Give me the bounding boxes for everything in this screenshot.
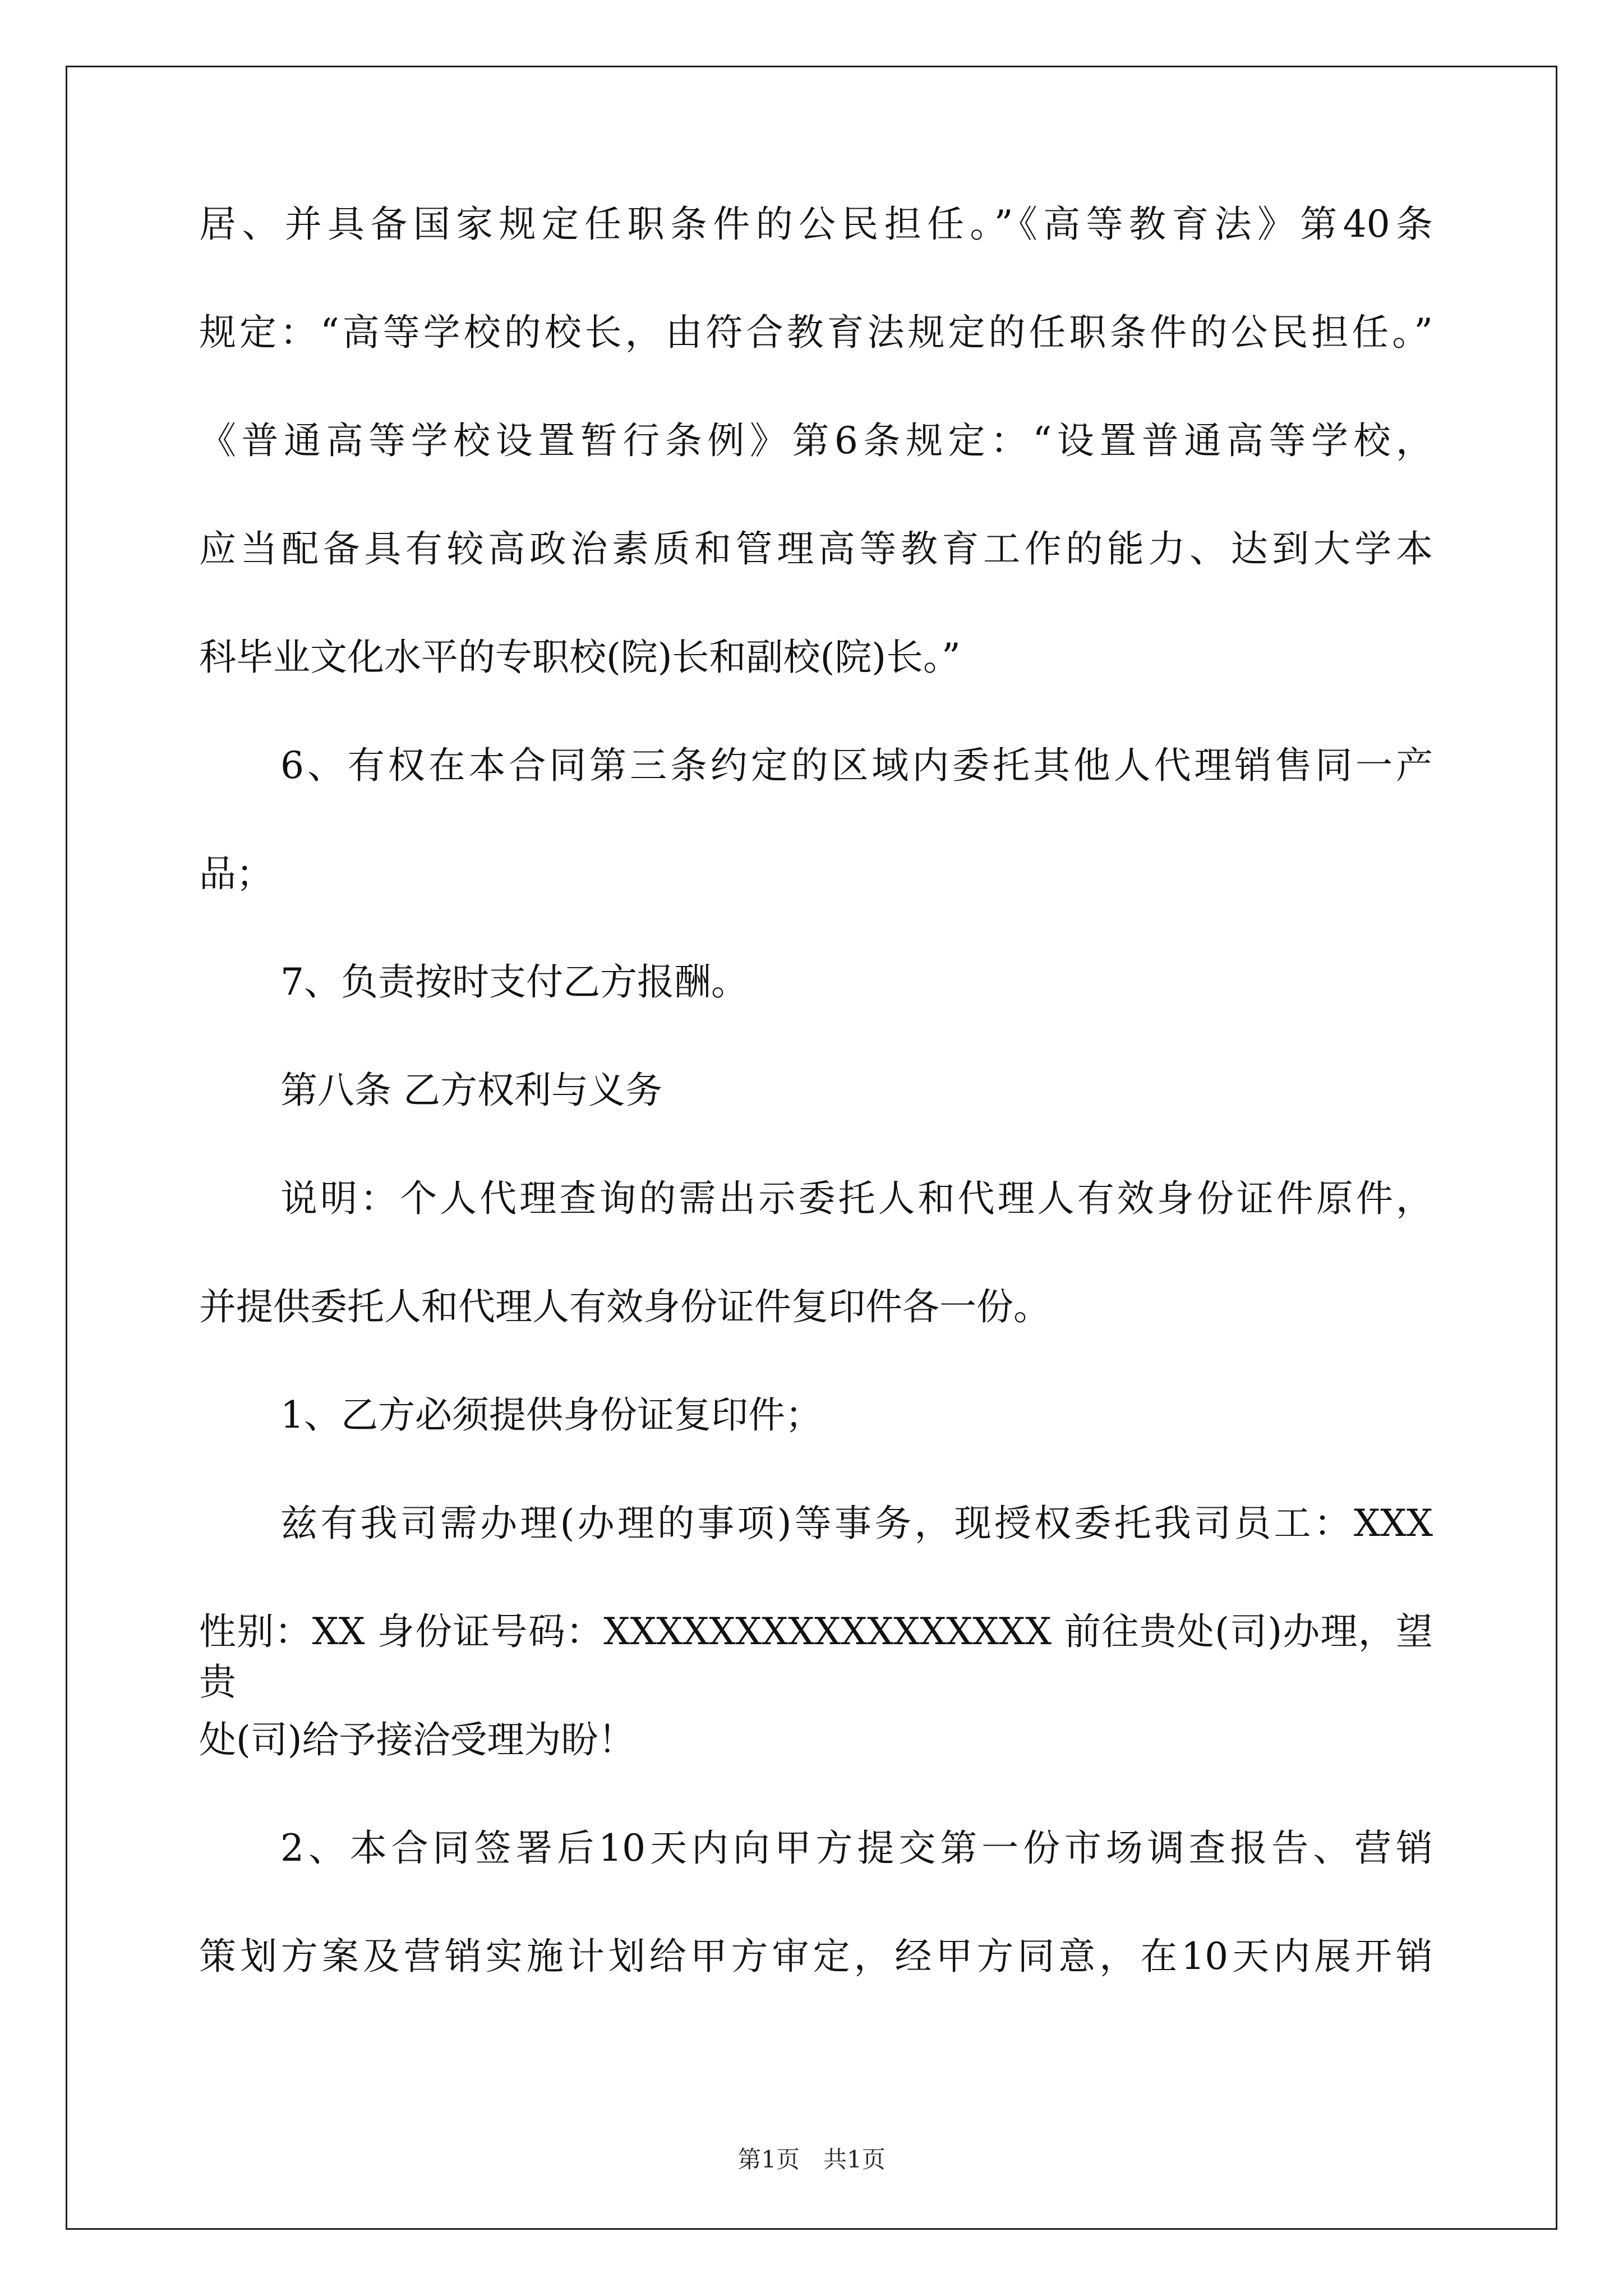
text-line-2: 规定：“高等学校的校长，由符合教育法规定的任职条件的公民担任。” [199, 311, 1433, 354]
text-line-7: 品； [199, 852, 273, 895]
text-line-16: 2、本合同签署后10天内向甲方提交第一份市场调查报告、营销 [280, 1826, 1433, 1870]
text-line-10: 说明：个人代理查询的需出示委托人和代理人有效身份证件原件， [280, 1177, 1433, 1220]
page-border [66, 66, 1557, 2230]
text-line-3: 《普通高等学校设置暂行条例》第6条规定：“设置普通高等学校， [199, 419, 1433, 462]
page-number-footer: 第1页 共1页 [737, 2146, 886, 2173]
text-line-8: 7、负责按时支付乙方报酬。 [280, 960, 748, 1004]
text-line-5: 科毕业文化水平的专职校(院)长和副校(院)长。” [199, 636, 961, 679]
text-line-1: 居、并具备国家规定任职条件的公民担任。”《高等教育法》第40条 [199, 203, 1433, 246]
text-line-11: 并提供委托人和代理人有效身份证件复印件各一份。 [199, 1285, 1050, 1328]
text-line-14: 性别：XX 身份证号码：XXXXXXXXXXXXXXXXX 前往贵处(司)办理，望贵 [199, 1610, 1433, 1704]
text-line-13: 兹有我司需办理(办理的事项)等事务，现授权委托我司员工：XXX [280, 1502, 1433, 1545]
text-line-6: 6、有权在本合同第三条约定的区域内委托其他人代理销售同一产 [280, 744, 1433, 787]
section-heading: 第八条 乙方权利与义务 [280, 1069, 662, 1112]
text-line-15: 处(司)给予接洽受理为盼！ [199, 1718, 635, 1761]
text-line-12: 1、乙方必须提供身份证复印件； [280, 1393, 822, 1437]
text-line-4: 应当配备具有较高政治素质和管理高等教育工作的能力、达到大学本 [199, 527, 1433, 570]
text-line-17: 策划方案及营销实施计划给甲方审定，经甲方同意，在10天内展开销 [199, 1935, 1433, 1978]
